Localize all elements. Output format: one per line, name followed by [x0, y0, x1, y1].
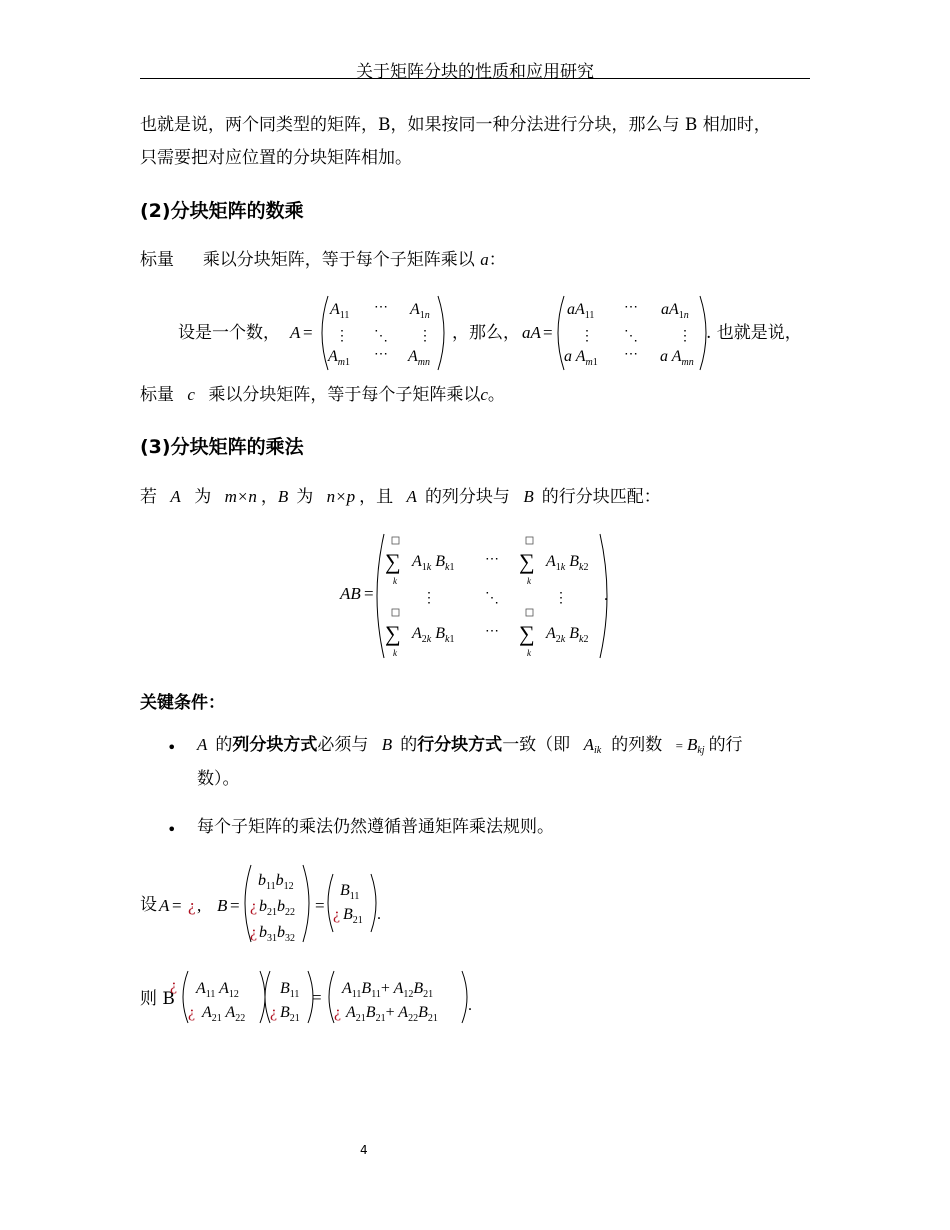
- example-then-prefix: 则 B: [140, 989, 175, 1009]
- section-heading-scalar: (2)分块矩阵的数乘: [140, 200, 304, 222]
- svg-text:¿: ¿: [250, 924, 258, 941]
- scalar-after: . 也就是说，: [706, 323, 802, 343]
- matrix-A-formula: [288, 292, 458, 374]
- var-c: c: [187, 385, 195, 404]
- svg-text:,: ,: [197, 896, 202, 915]
- example-product-formula: [170, 968, 480, 1028]
- bullet-dot: •: [167, 738, 177, 757]
- matrix-aA-formula: [520, 292, 710, 374]
- svg-text:∑: ∑: [385, 549, 401, 574]
- text: 的行: [708, 735, 743, 755]
- svg-text:⋯: ⋯: [624, 300, 638, 315]
- svg-text:¿: ¿: [250, 898, 258, 915]
- svg-text:A11 A12: $A_{11}$ $A_{12}$: [196, 980, 239, 1000]
- var-A: A: [197, 735, 208, 754]
- text: 必须与: [317, 735, 369, 755]
- svg-text:¿: ¿: [170, 977, 178, 994]
- svg-text:B21: $B_{21}$: [343, 906, 363, 926]
- svg-text:b11b12: $b_{11}b_{12}$: [258, 872, 294, 892]
- svg-text:k: k: [527, 576, 531, 586]
- scalar-then: ，那么，: [452, 323, 520, 343]
- text: ：: [488, 250, 506, 270]
- var-B: B: [277, 487, 289, 506]
- svg-text:¿: ¿: [333, 906, 341, 923]
- var-A: A: [170, 487, 181, 506]
- svg-text:⋮: ⋮: [580, 329, 594, 344]
- header-rule: [140, 78, 810, 79]
- svg-text:⋯: ⋯: [485, 624, 499, 639]
- svg-text:.: .: [377, 906, 381, 923]
- svg-text:aA1n: $aA_1n$: [661, 301, 689, 321]
- text: 为: [194, 487, 212, 507]
- text: 标量: [140, 385, 174, 405]
- svg-text:aA11: $aA_{11}$: [567, 301, 595, 321]
- var-Bkj: $B_{kj}$: [686, 735, 705, 756]
- svg-text:A1k Bk1: $A_1k$ $B_k1$: [412, 553, 455, 573]
- svg-text:⋮: ⋮: [678, 329, 692, 344]
- svg-text:B: B: [217, 896, 228, 915]
- svg-text:⋯: ⋯: [624, 347, 638, 362]
- svg-text:=: =: [230, 896, 240, 915]
- svg-text:A1n: $A_1n$: [410, 301, 430, 321]
- svg-text:¿: ¿: [270, 1004, 278, 1021]
- var-Aik: $A_{ik}$: [583, 735, 602, 756]
- running-header: 关于矩阵分块的性质和应用研究: [356, 62, 594, 82]
- svg-text:a Amn: a $A_{mn}$: [660, 348, 694, 368]
- svg-text:b31b32: $b_{31}b_{32}$: [259, 924, 295, 944]
- svg-text:=: =: [364, 584, 374, 603]
- svg-text:.: .: [468, 997, 472, 1014]
- text: 的列数: [611, 735, 663, 755]
- svg-text:A2k Bk1: $A_2k$ $B_k1$: [412, 625, 455, 645]
- svg-text:=: =: [303, 323, 313, 342]
- svg-text:¿: ¿: [334, 1004, 342, 1021]
- svg-text:A2k Bk2: $A_2k$ $B_k2$: [546, 625, 589, 645]
- intro-line-1: 也就是说，两个同类型的矩阵，B，如果按同一种分法进行分块，那么与 B 相加时，: [140, 115, 771, 135]
- bold-term-column-partition: 列分块方式: [232, 735, 318, 755]
- scalar-set-prefix: 设是一个数，: [178, 323, 280, 343]
- svg-text:.: .: [604, 587, 608, 604]
- svg-text:=: =: [315, 896, 325, 915]
- text: 乘以分块矩阵，等于每个子矩阵乘以: [208, 385, 481, 405]
- scalar-line-3: [140, 380, 505, 410]
- key-bullet-2: 每个子矩阵的乘法仍然遵循普通矩阵乘法规则。: [197, 817, 554, 837]
- bullet-dot: •: [167, 820, 177, 839]
- var-mn: m×n: [224, 487, 257, 506]
- svg-text:A11: $A_{11}$: [330, 301, 350, 321]
- example-set-prefix: 设: [140, 895, 157, 915]
- page-number: 4: [360, 1143, 368, 1157]
- svg-text:k: k: [527, 648, 531, 658]
- svg-text:⋱: ⋱: [485, 591, 499, 606]
- example-matrix-B-formula: [157, 862, 397, 946]
- text: ，且: [359, 487, 394, 507]
- svg-text:A: A: [290, 323, 301, 342]
- text: 的: [215, 735, 233, 755]
- svg-text:a Am1: a $A_m1$: [564, 348, 598, 368]
- intro-line-2: 只需要把对应位置的分块矩阵相加。: [140, 148, 412, 168]
- svg-text:A11B11+ A12B21: $A_{11}B_{11}+ A_{12}B_{21}$: [342, 980, 434, 1000]
- svg-text:∑: ∑: [519, 621, 535, 646]
- svg-text:⋮: ⋮: [418, 329, 432, 344]
- var-B: B: [381, 735, 393, 754]
- text: 的: [400, 735, 418, 755]
- svg-text:Amn: $A_{mn}$: [408, 348, 431, 368]
- var-c2: c: [480, 385, 488, 404]
- text: 的列分块与: [424, 487, 510, 507]
- svg-text:B11: $B_{11}$: [340, 882, 360, 902]
- svg-text:⋱: ⋱: [374, 329, 388, 344]
- svg-text:¿: ¿: [188, 896, 196, 915]
- svg-text:⋮: ⋮: [335, 329, 349, 344]
- var-A: A: [406, 487, 417, 506]
- matrix-AB-formula: [338, 530, 628, 665]
- svg-text:k: k: [393, 576, 397, 586]
- svg-text:⋯: ⋯: [374, 347, 388, 362]
- svg-text:Am1: $A_m1$: [328, 348, 351, 368]
- svg-text:∑: ∑: [385, 621, 401, 646]
- svg-text:A: A: [159, 896, 170, 915]
- svg-text:⋮: ⋮: [554, 591, 568, 606]
- key-conditions-heading: 关键条件：: [140, 693, 225, 713]
- key-bullet-1-line-1: [197, 730, 743, 766]
- text: 的行分块匹配：: [541, 487, 661, 507]
- svg-text:⋯: ⋯: [485, 552, 499, 567]
- svg-text:k: k: [393, 648, 397, 658]
- svg-text:=: =: [312, 988, 322, 1007]
- svg-text:=: =: [543, 323, 553, 342]
- svg-text:aA: aA: [522, 323, 541, 342]
- svg-text:AB: AB: [340, 584, 361, 603]
- text: 一致（即: [502, 735, 571, 755]
- svg-text:B11: $B_{11}$: [280, 980, 300, 1000]
- text: 标量: [140, 250, 174, 270]
- multiplication-condition: [140, 482, 661, 512]
- text: 。: [487, 385, 505, 405]
- scalar-line-1: [140, 245, 506, 275]
- text: 若: [140, 487, 157, 507]
- text: 乘以分块矩阵，等于每个子矩阵乘以: [202, 250, 475, 270]
- svg-text:A21B21+ A22B21: $A_{21}B_{21}+ A_{22}B_{21}$: [346, 1004, 438, 1024]
- svg-text:∑: ∑: [519, 549, 535, 574]
- svg-text:⋮: ⋮: [422, 591, 436, 606]
- svg-text:B21: $B_{21}$: [280, 1004, 300, 1024]
- svg-text:A21 A22: $A_{21}$ $A_{22}$: [202, 1004, 246, 1024]
- text: 为: [296, 487, 314, 507]
- svg-text:A1k Bk2: $A_1k$ $B_k2$: [546, 553, 589, 573]
- svg-text:¿: ¿: [188, 1004, 196, 1021]
- svg-text:b21b22: $b_{21}b_{22}$: [259, 898, 295, 918]
- key-bullet-1-line-2: 数）。: [197, 769, 240, 789]
- equals-sign: =: [675, 738, 683, 753]
- var-B: B: [523, 487, 534, 506]
- svg-text:=: =: [172, 896, 182, 915]
- svg-text:⋯: ⋯: [374, 300, 388, 315]
- svg-text:⋱: ⋱: [624, 329, 638, 344]
- bold-term-row-partition: 行分块方式: [417, 735, 503, 755]
- var-np: n×p: [326, 487, 356, 506]
- section-heading-multiplication: (3)分块矩阵的乘法: [140, 436, 304, 458]
- text: ，: [260, 487, 278, 507]
- var-a: a: [480, 250, 489, 269]
